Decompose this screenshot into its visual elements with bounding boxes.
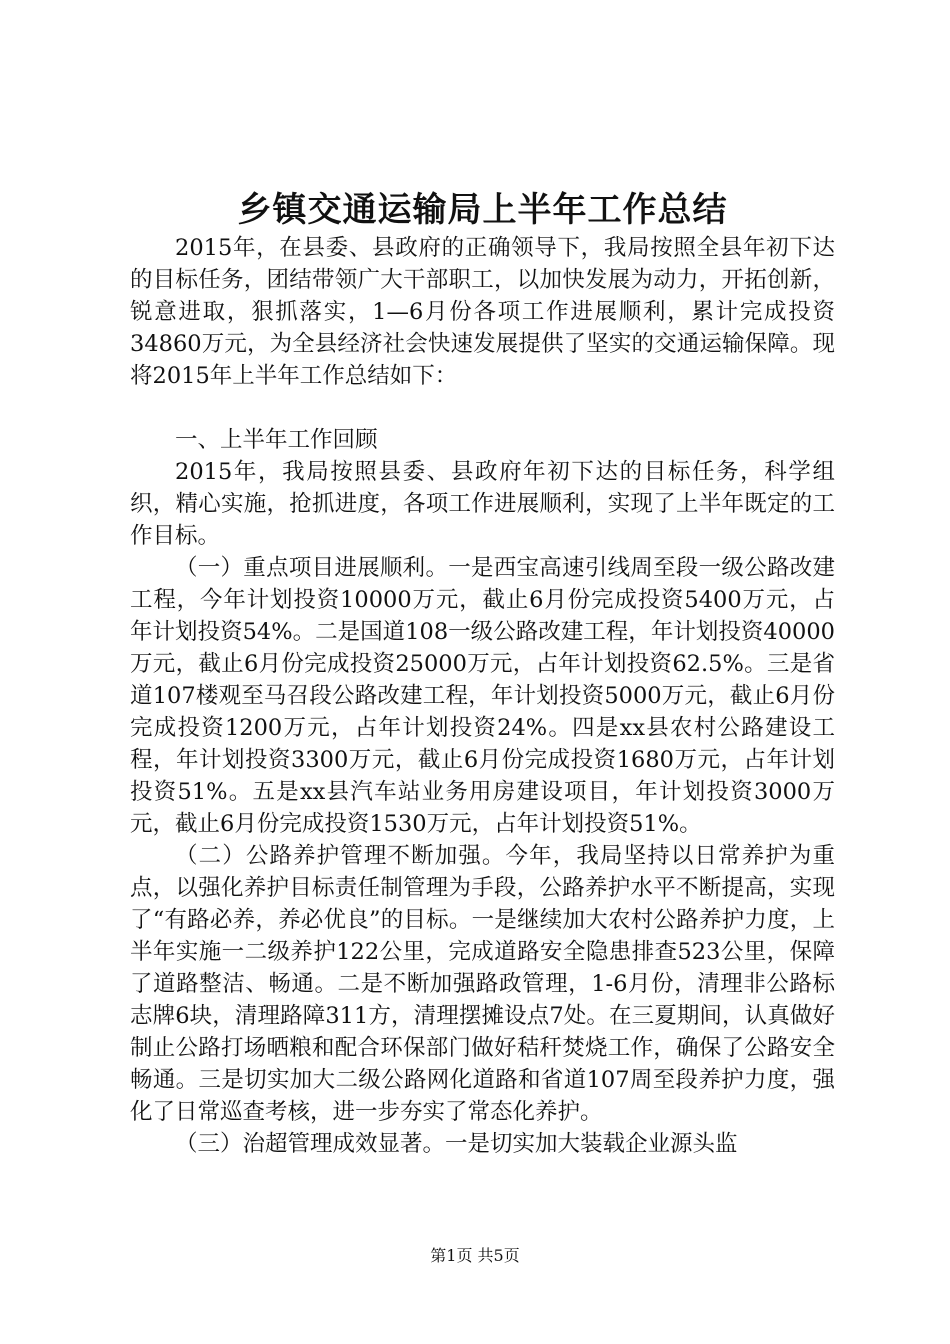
document-body <box>130 232 835 1160</box>
page-footer: 第1页 共5页 <box>430 1246 520 1265</box>
document-title: 乡镇交通运输局上半年工作总结 <box>237 190 728 230</box>
paragraph-review-summary: 2015年，我局按照县委、县政府年初下达的目标任务，科学组织，精心实施，抢抓进度，各项工作进展顺利，实现了上半年既定的工作目标。 <box>130 459 835 549</box>
paragraph-key-projects: （一）重点项目进展顺利。一是西宝高速引线周至段一级公路改建工程，今年计划投资10000万元，截止6月份完成投资5400万元，占年计划投资54%。二是国道108一级公路改建工程，年计划投资40000万元，截止6月份完成投资25000万元，占年计划投资62.5%。三是省道107楼观至马召段公路改建工程，年计划投资5000万元，截止6月份完成投资1200万元，占年计划投资24%。四是xx县农村公路建设工程，年计划投资3300万元，截止6月份完成投资1680万元，占年计划投资51%。五是xx县汽车站业务用房建设项目，年计划投资3000万元，截止6月份完成投资1530万元，占年计划投资51%。 <box>130 555 835 837</box>
paragraph-overload-control: （三）治超管理成效显著。一是切实加大装载企业源头监 <box>175 1131 738 1157</box>
document-page <box>130 0 835 1344</box>
paragraph-intro: 2015年，在县委、县政府的正确领导下，我局按照全县年初下达的目标任务，团结带领广大干部职工，以加快发展为动力，开拓创新，锐意进取，狠抓落实，1—6月份各项工作进展顺利，累计完成投资34860万元，为全县经济社会快速发展提供了坚实的交通运输保障。现将2015年上半年工作总结如下： <box>130 235 835 389</box>
paragraph-road-maintenance: （二）公路养护管理不断加强。今年，我局坚持以日常养护为重点，以强化养护目标责任制管理为手段，公路养护水平不断提高，实现了“有路必养，养必优良”的目标。一是继续加大农村公路养护力度，上半年实施一二级养护122公里，完成道路安全隐患排查523公里，保障了道路整洁、畅通。二是不断加强路政管理，1-6月份，清理非公路标志牌6块，清理路障311方，清理摆摊设点7处。在三夏期间，认真做好制止公路打场晒粮和配合环保部门做好秸秆焚烧工作，确保了公路安全畅通。三是切实加大二级公路网化道路和省道107周至段养护力度，强化了日常巡查考核，进一步夯实了常态化养护。 <box>130 843 835 1125</box>
section-heading-review: 一、上半年工作回顾 <box>175 427 378 453</box>
